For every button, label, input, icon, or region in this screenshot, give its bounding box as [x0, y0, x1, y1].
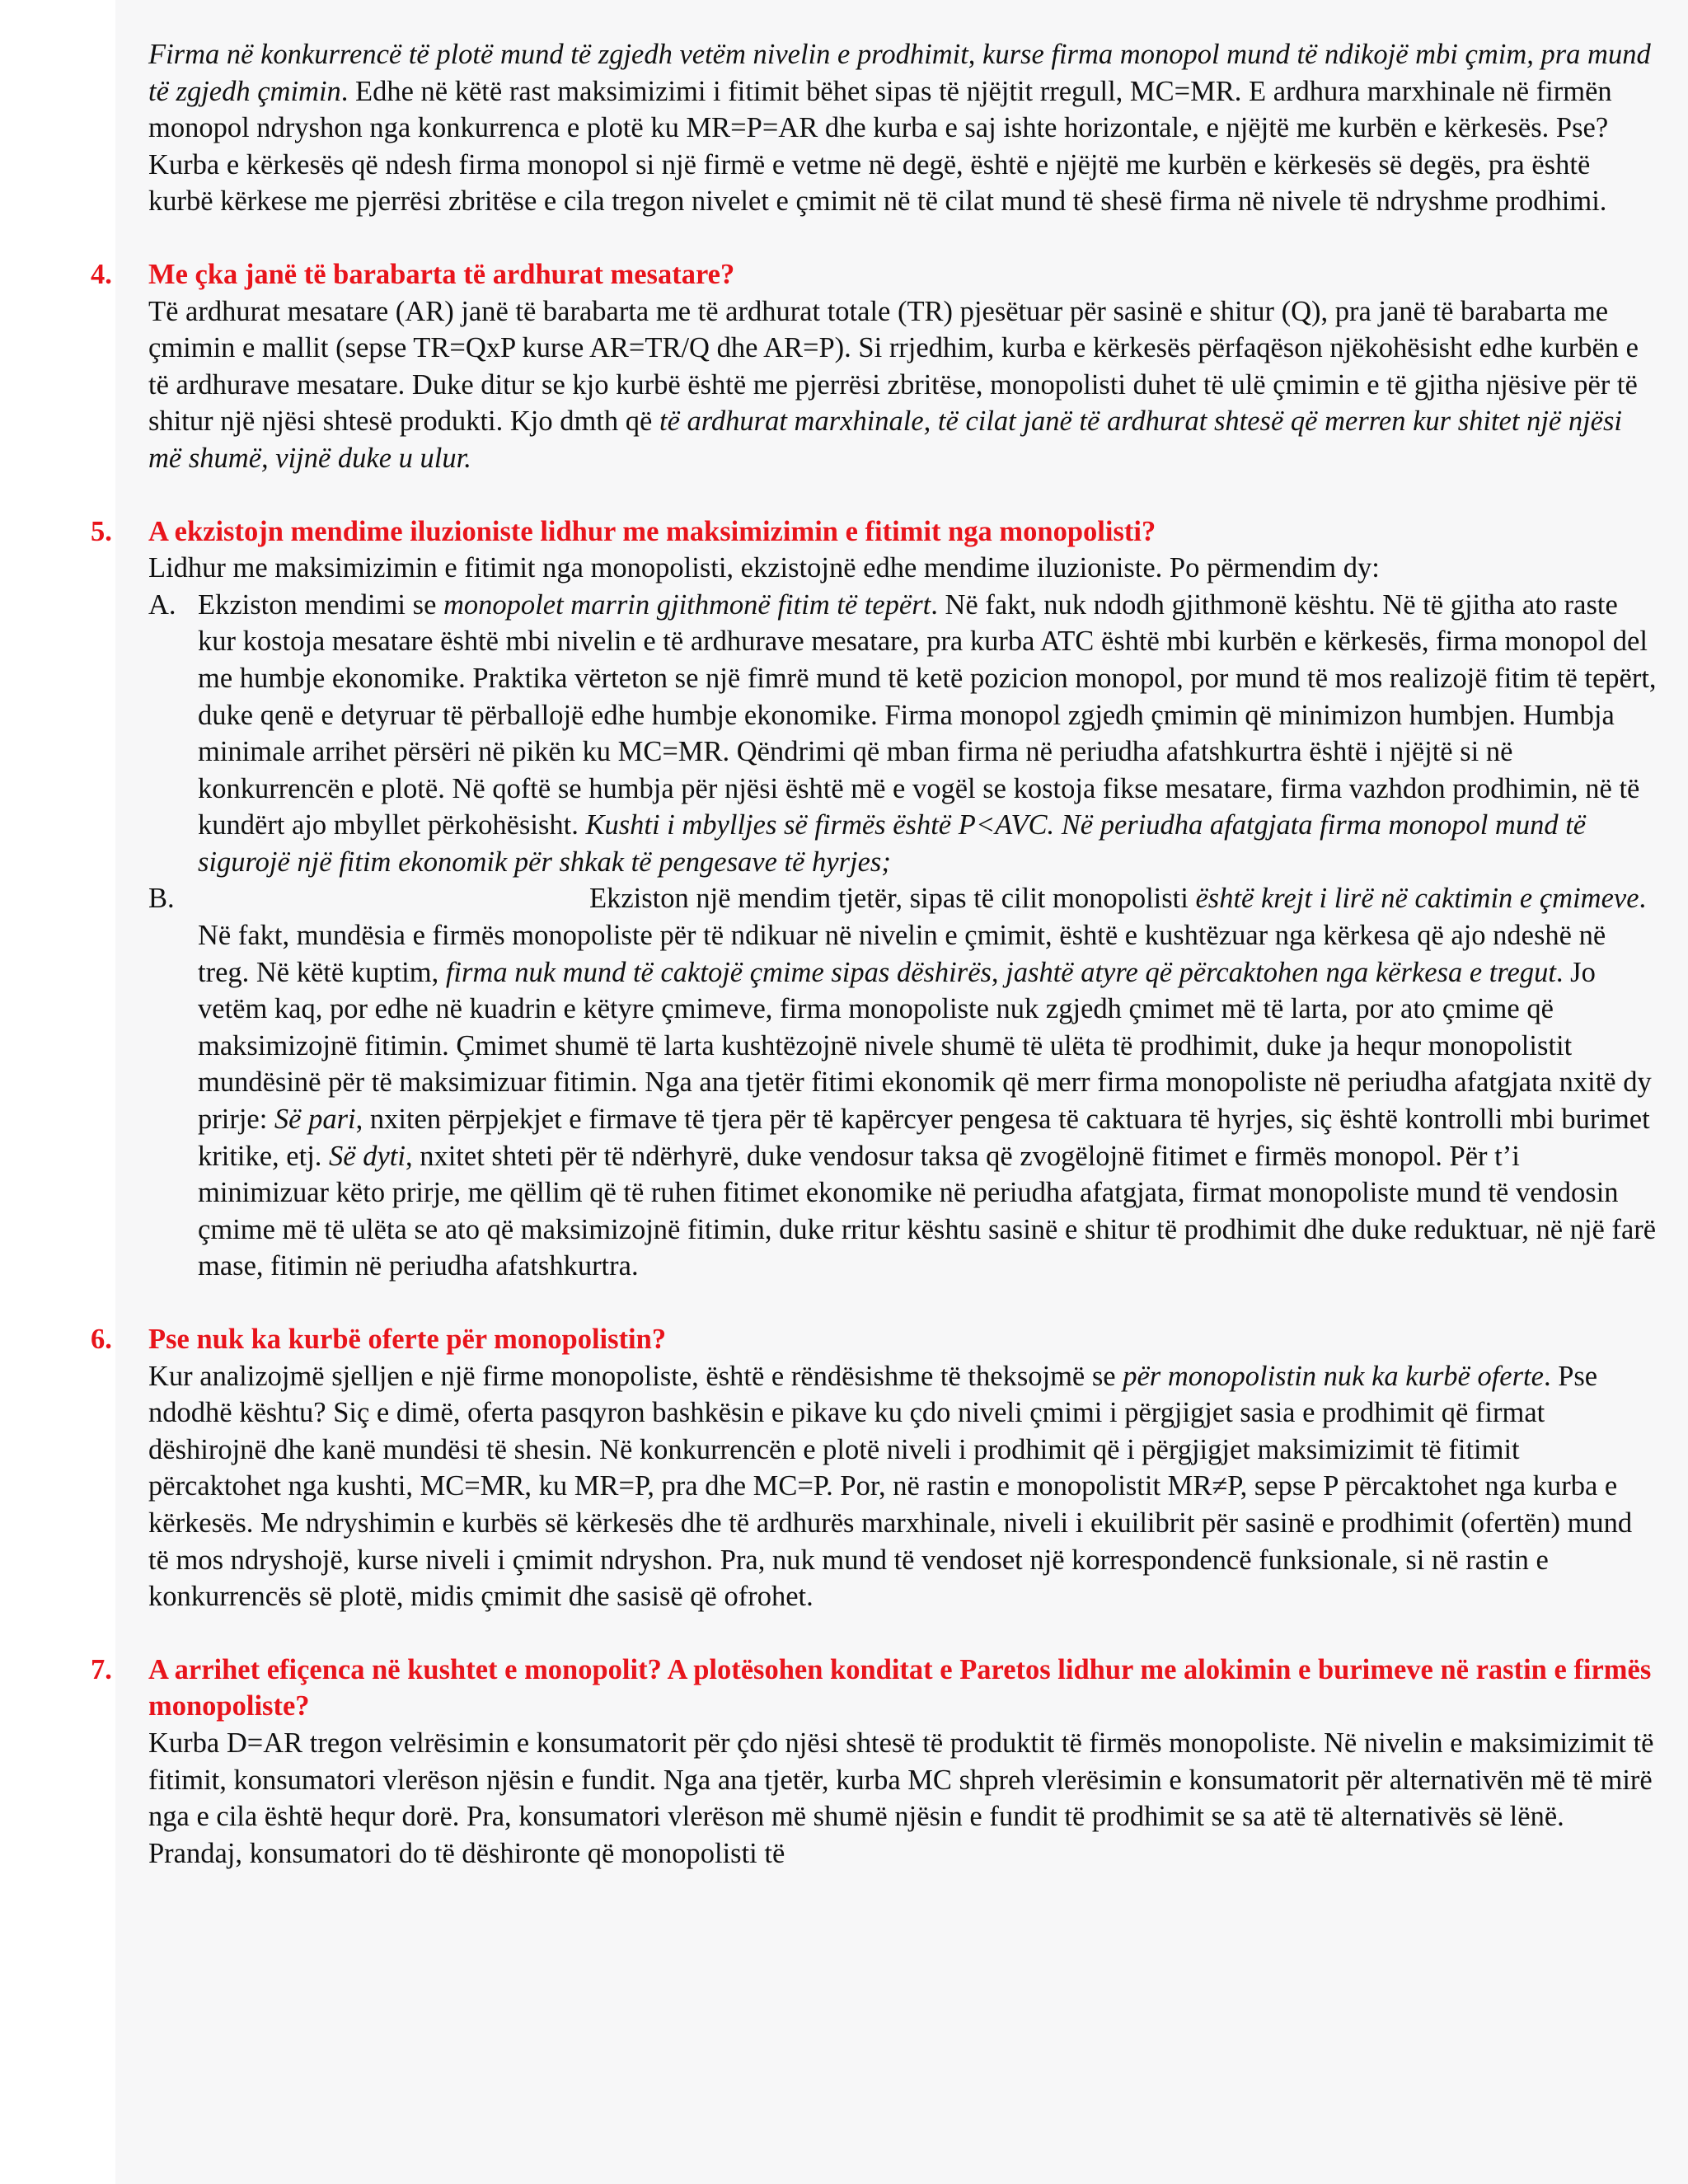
question-title: Pse nuk ka kurbë oferte për monopolistin? [148, 1324, 667, 1355]
italic-span: monopolet marrin gjithmonë fitim të tepërt [443, 588, 931, 621]
list-item-text [198, 587, 1657, 881]
question-title: A ekzistojn mendime iluzioniste lidhur me maksimizimin e fitimit nga monopolisti? [148, 515, 1156, 547]
question-7 [91, 1652, 1657, 1872]
intro-text: . Edhe në këtë rast maksimizimi i fitimit bëhet sipas të njëjtit rregull, MC=MR. E ardhura marxhinale në firmën monopol ndryshon nga konkurrenca e plotë ku MR=P=AR dhe kurba e saj ishte horizontale, e njëjtë me kurbën e kërkesës. Pse? Kurba e kërkesës që ndesh firma monopol si një firmë e vetme në degë, është e njëjtë me kurbën e kërkesës së degës, pra është kurbë kërkese me pjerrësi zbritëse e cila tregon nivelet e çmimit në të cilat mund të shesë firma në nivele të ndryshme prodhimi. [148, 75, 1612, 218]
answer-paragraph: Kurba D=AR tregon velrësimin e konsumatorit për çdo njësi shtesë të produktit të firmës monopoliste. Në nivelin e maksimizimit të fitimit, konsumatori vlerëson njësin e fundit. Nga ana tjetër, kurba MC shpreh vlerësimin e konsumatorit për alternativën më të mirë nga e cila është hequr dorë. Pra, konsumatori vlerëson më shumë njësin e fundit të prodhimit se sa atë të alternativës së lënë. Prandaj, konsumatori do të dëshironte që monopolisti të [148, 1727, 1654, 1869]
text-span: . Në fakt, mundësia e firmës monopoliste për të ndikuar në nivelin e çmimit, është e kushtëzuar nga kërkesa që ajo ndeshë në treg. Në këtë kuptim, [198, 883, 1647, 988]
question-5 [91, 513, 1657, 1285]
text-span: . Jo vetëm kaq, por edhe në kuadrin e këtyre çmimeve, firma monopoliste nuk zgjedh çmimet më të larta, por ato çmime që maksimizojnë fitimin. Çmimet shumë të larta kushtëzojnë nivele shumë të ulëta të prodhimit, duke ja hequr monopolistit mundësinë për të maksimizuar fitimin. Nga ana tjetër fitimi ekonomik që merr firma monopoliste në periudha afatgjata nxitë dy prirje: [198, 956, 1652, 1136]
answer-lead: Lidhur me maksimizimin e fitimit nga monopolisti, ekzistojnë edhe mendime iluzioniste. Po përmendim dy: [148, 552, 1380, 584]
answer-text: Të ardhurat mesatare (AR) janë të barabarta me të ardhurat totale (TR) pjesëtuar për sasinë e shitur (Q), pra janë të barabarta me çmimin e mallit (sepse TR=QxP kurse AR=TR/Q dhe AR=P). Si rrjedhim, kurba e kërkesës përfaqëson njëkohësisht edhe kurbën e të ardhurave mesatare. Duke ditur se kjo kurbë është me pjerrësi zbritëse, monopolisti duhet të ulë çmimin e të gjitha njësive për të shitur një njësi shtesë produkti. Kjo dmth që [148, 295, 1639, 438]
text-span: . Pse ndodhë kështu? Siç e dimë, oferta pasqyron bashkësin e pikave ku çdo niveli çmimi i përgjigjet sasia e prodhimit që firmat dëshirojnë dhe kanë mundësi të shesin. Në konkurrencën e plotë niveli i prodhimit që i përgjigjet maksimizimit të fitimit përcaktohet nga kushti, MC=MR, ku MR=P, pra dhe MC=P. Por, në rastin e monopolistit MR≠P, sepse P përcaktohet nga kurba e kërkesës. Me ndryshimin e kurbës së kërkesës dhe të ardhurës marxhinale, niveli i ekuilibrit për sasinë e prodhimit (ofertën) mund të mos ndryshojë, kurse niveli i çmimit ndryshon. Pra, nuk mund të vendoset një korrespondencë funksionale, si në rastin e konkurrencës së plotë, midis çmimit dhe sasisë që ofrohet. [148, 1360, 1633, 1613]
text-span: Ekziston një mendim tjetër, sipas të cilit monopolisti [589, 883, 1196, 915]
question-title: Me çka janë të barabarta të ardhurat mesatare? [148, 258, 735, 290]
list-item-text [198, 880, 1657, 1285]
intro-paragraph [148, 36, 1657, 220]
text-span: , nxiten përpjekjet e firmave të tjera për të kapërcyer pengesa të caktuara të hyrjes, siç është kontrolli mbi burimet kritike, etj. [198, 1104, 1650, 1172]
italic-span: Së dyti [329, 1140, 406, 1172]
question-title: A arrihet efiçenca në kushtet e monopolit? A plotësohen konditat e Paretos lidhur me alokimin e burimeve në rastin e firmës monopoliste? [148, 1653, 1652, 1722]
question-4 [91, 256, 1657, 477]
text-span: Ekziston mendimi se [198, 588, 444, 621]
list-letter: B. [148, 883, 175, 915]
intro-italic: Firma në konkurrencë të plotë mund të zgjedh vetëm nivelin e prodhimit, kurse firma monopol mund të ndikojë mbi çmim, pra mund të zgjedh çmimin [148, 39, 1651, 107]
question-number: 6. [91, 1324, 112, 1355]
list-letter: A. [148, 588, 176, 621]
italic-span: Së pari [274, 1104, 356, 1136]
question-6 [91, 1321, 1657, 1615]
text-span: Kur analizojmë sjelljen e një firme monopoliste, është e rëndësishme të theksojmë se [148, 1360, 1123, 1392]
spacer [148, 477, 1657, 513]
text-span: , nxitet shteti për të ndërhyrë, duke vendosur taksa që zvogëlojnë fitimet e firmës monopol. Për t’i minimizuar këto prirje, me qëllim që të ruhen fitimet ekonomike në periudha afatgjata, firmat monopoliste mund të vendosin çmime më të ulëta se ato që maksimizojnë fitimin, duke rritur kështu sasinë e shitur të prodhimit dhe duke reduktuar, në një farë mase, fitimin në periudha afatshkurtra. [198, 1140, 1657, 1282]
text-column [91, 36, 1657, 1872]
answer-paragraph [148, 293, 1657, 477]
question-number: 5. [91, 515, 112, 547]
list-item-a [148, 587, 1657, 881]
italic-span: firma nuk mund të caktojë çmime sipas dëshirës, jashtë atyre që përcaktohen nga kërkesa e tregut [445, 956, 1556, 988]
list-item-b [148, 880, 1657, 1285]
spacer [148, 1285, 1657, 1321]
italic-span: për monopolistin nuk ka kurbë oferte [1123, 1360, 1544, 1392]
spacer [148, 220, 1657, 256]
answer-italic: të ardhurat marxhinale, të cilat janë të ardhurat shtesë që merren kur shitet një njësi më shumë, vijnë duke u ulur. [148, 405, 1622, 474]
question-number: 4. [91, 258, 112, 290]
text-span: . Në fakt, nuk ndodh gjithmonë kështu. Në të gjitha ato raste kur kostoja mesatare është mbi nivelin e të ardhurave mesatare, pra kurba ATC është mbi kurbën e kërkesës, firma monopol del me humbje ekonomike. Praktika vërteton se një fimrë mund të ketë pozicion monopol, por mund të mos realizojë fitim të tepërt, duke qenë e detyruar të përballojë edhe humbje ekonomike. Firma monopol zgjedh çmimin që minimizon humbjen. Humbja minimale arrihet përsëri në pikën ku MC=MR. Qëndrimi që mban firma në periudha afatshkurtra është i njëjtë si në konkurrencën e plotë. Në qoftë se humbja për njësi është më e vogël se kostoja fikse mesatare, firma vazhdon prodhimin, në të kundërt ajo mbyllet përkohësisht. [198, 588, 1657, 841]
question-number: 7. [91, 1653, 112, 1685]
italic-span: është krejt i lirë në caktimin e çmimeve [1195, 883, 1639, 915]
answer-paragraph [148, 1358, 1657, 1615]
spacer [148, 1615, 1657, 1652]
italic-span: Kushti i mbylljes së firmës është P<AVC. Në periudha afatgjata firma monopol mund të sigurojë një fitim ekonomik për shkak të pengesave të hyrjes; [198, 809, 1587, 878]
